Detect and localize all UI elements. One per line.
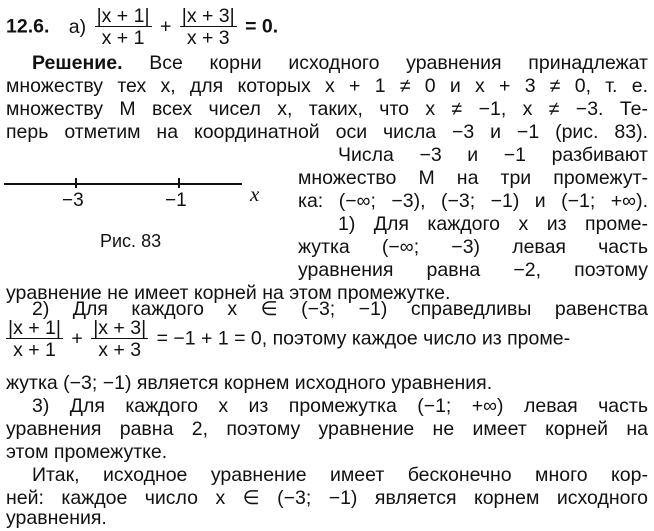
right-column-line-4: 1) Для каждого x из проме- [338, 213, 648, 235]
equation-fraction-1 [6, 318, 63, 361]
body-line-f: этом промежутке. [6, 441, 168, 463]
problem-statement [6, 6, 278, 49]
right-column-line-2: множество M на три промежут- [298, 167, 648, 189]
body-line-g: Итак, исходное уравнение имеет бесконечно много кор- [32, 464, 648, 486]
right-column-line-6: уравнения равна −2, поэтому [298, 259, 648, 281]
tick-mark [178, 178, 180, 188]
axis-variable-label: x [250, 182, 260, 206]
solution-line-4: перь отметим на координатной оси числа −3 и −1 (рис. 83). [6, 121, 648, 143]
tick-mark [75, 178, 77, 188]
equation-fraction-2 [180, 6, 237, 49]
body-line-c: жутка (−3; −1) является корнем исходного уравнения. [6, 372, 493, 394]
equation-2 [6, 318, 570, 361]
solution-text: Все корни исходного уравнения принадлежат [122, 52, 648, 74]
tick-label: −3 [62, 190, 84, 211]
problem-part: а) [68, 15, 87, 38]
equation-tail: = −1 + 1 = 0, поэтому каждое число из проме- [156, 327, 571, 350]
solution-label: Решение. [32, 52, 123, 74]
body-line-h: ней: каждое число x ∈ (−3; −1) является корнем исходного [6, 487, 648, 509]
fraction-denominator: x + 3 [98, 339, 142, 361]
body-line-a: уравнение не имеет корней на этом промежутке. [6, 282, 451, 304]
equation-fraction-2 [91, 318, 148, 361]
plus-sign: + [159, 15, 172, 38]
fraction-numerator: |x + 3| [93, 317, 147, 339]
body-line-d: 3) Для каждого x из промежутка (−1; +∞) левая часть [32, 395, 648, 417]
plus-sign: + [71, 327, 83, 350]
fraction-denominator: x + 1 [13, 339, 56, 361]
number-line-figure [0, 148, 290, 258]
right-column-line-3: ка: (−∞; −3), (−3; −1) и (−1; +∞). [298, 190, 648, 212]
tick-label: −1 [165, 190, 187, 211]
fraction-numerator: |x + 1| [8, 317, 61, 339]
right-column-line-1: Числа −3 и −1 разбивают [338, 144, 648, 166]
equation-rhs: = 0. [245, 15, 279, 38]
equation-fraction-1 [95, 6, 152, 49]
solution-line-3: множеству M всех чисел x, таких, что x ≠ −1, x ≠ −3. Те- [6, 98, 648, 120]
problem-number: 12.6. [6, 15, 50, 38]
fraction-numerator: |x + 1| [96, 5, 150, 27]
fraction-denominator: x + 3 [186, 27, 230, 49]
body-line-i: уравнения. [6, 507, 107, 529]
body-line-b: 2) Для каждого x ∈ (−3; −1) справедливы равенства [32, 298, 648, 320]
fraction-numerator: |x + 3| [181, 5, 235, 27]
fraction-denominator: x + 1 [101, 27, 145, 49]
body-line-e: уравнения равна 2, поэтому уравнение не имеет корней на [6, 418, 648, 440]
solution-line-2: множеству тех x, для которых x + 1 ≠ 0 и x + 3 ≠ 0, т. е. [6, 75, 648, 97]
axis-line [4, 183, 242, 185]
solution-line-1 [6, 52, 648, 75]
right-column-line-5: жутка (−∞; −3) левая часть [298, 236, 648, 258]
figure-caption: Рис. 83 [100, 231, 162, 251]
